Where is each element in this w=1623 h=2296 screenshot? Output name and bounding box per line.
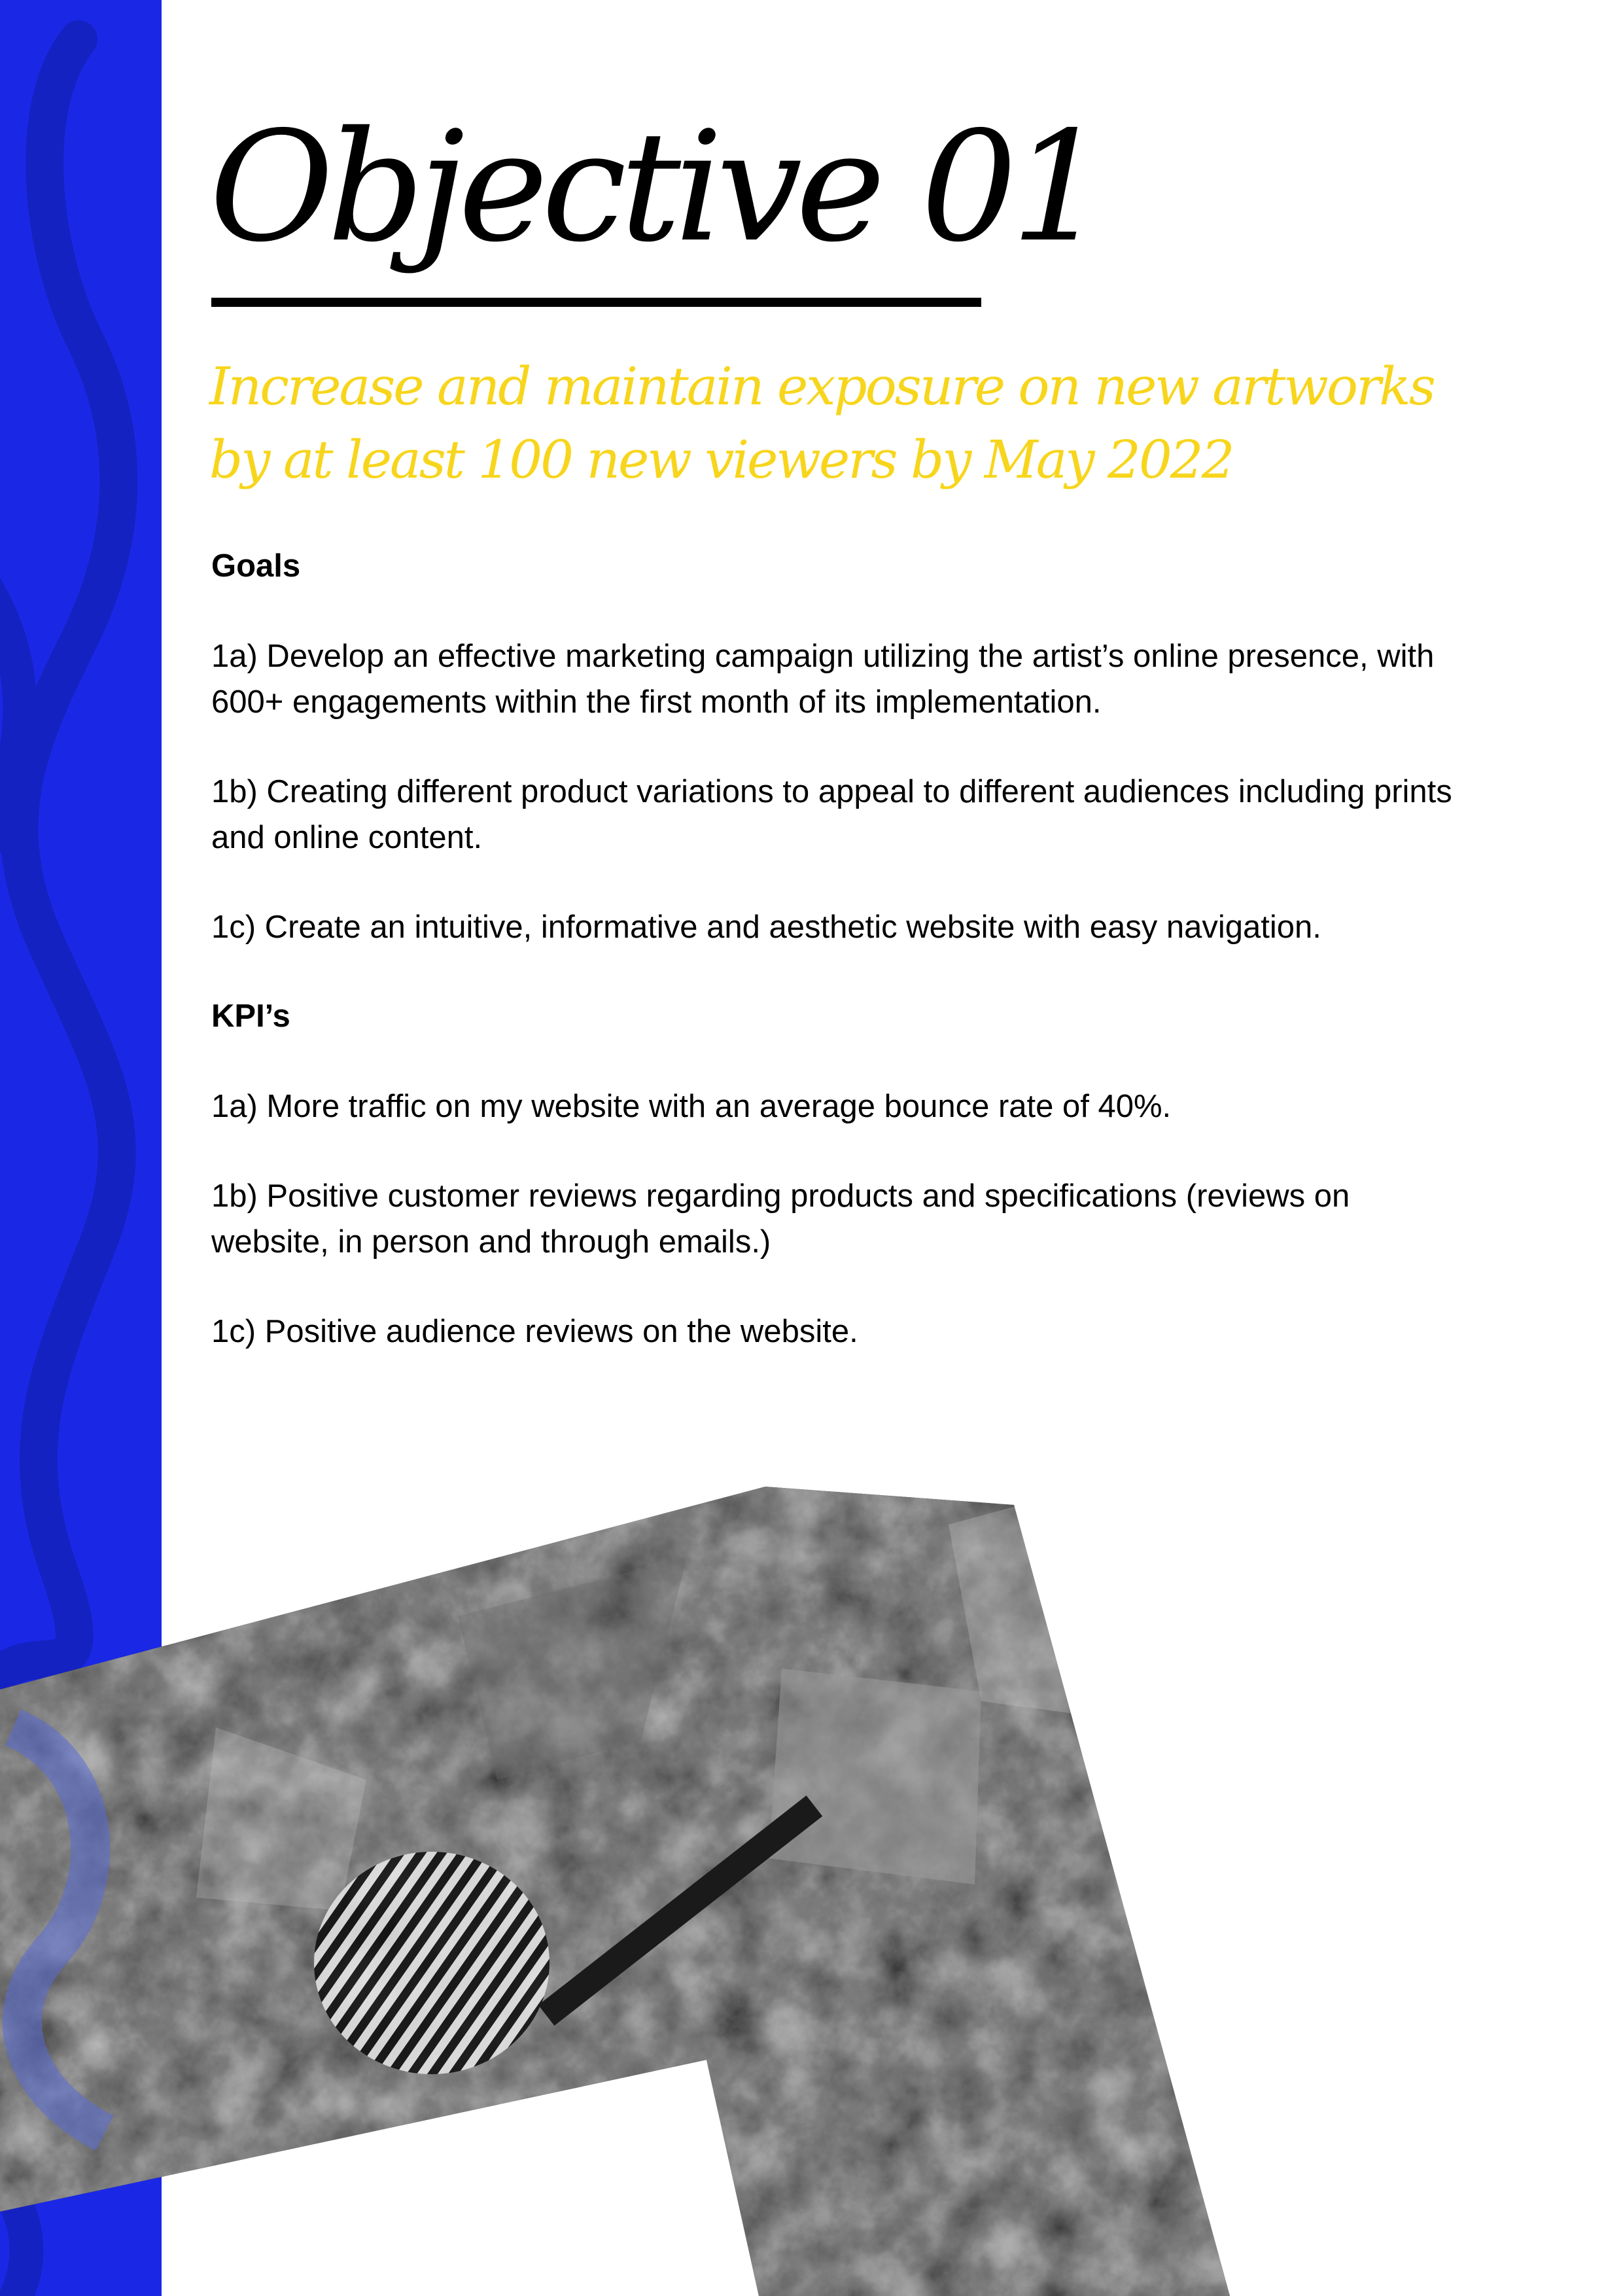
title-underline: [211, 298, 981, 307]
kpi-item-1c: 1c) Positive audience reviews on the website.: [211, 1314, 858, 1349]
page-title: Objective 01: [209, 99, 1101, 275]
goal-item-1c: 1c) Create an intuitive, informative and aesthetic website with easy navigation.: [211, 910, 1321, 945]
goal-item-1b: 1b) Creating different product variations to appeal to different audiences including prints and online content.: [211, 774, 1452, 855]
kpis-heading: KPI’s: [211, 998, 290, 1034]
abstract-artwork-image: [0, 1479, 1623, 2296]
goals-heading: Goals: [211, 548, 301, 584]
goal-item-1a: 1a) Develop an effective marketing campaign utilizing the artist’s online presence, with 600+ engagements within the first month of its implementation.: [211, 639, 1435, 720]
kpi-item-1a: 1a) More traffic on my website with an average bounce rate of 40%.: [211, 1089, 1172, 1124]
objective-subtitle: Increase and maintain exposure on new artworks by at least 100 new viewers by May 2022: [209, 356, 1434, 490]
kpi-item-1b: 1b) Positive customer reviews regarding products and specifications (reviews on website, in person and through emails.): [211, 1178, 1350, 1260]
